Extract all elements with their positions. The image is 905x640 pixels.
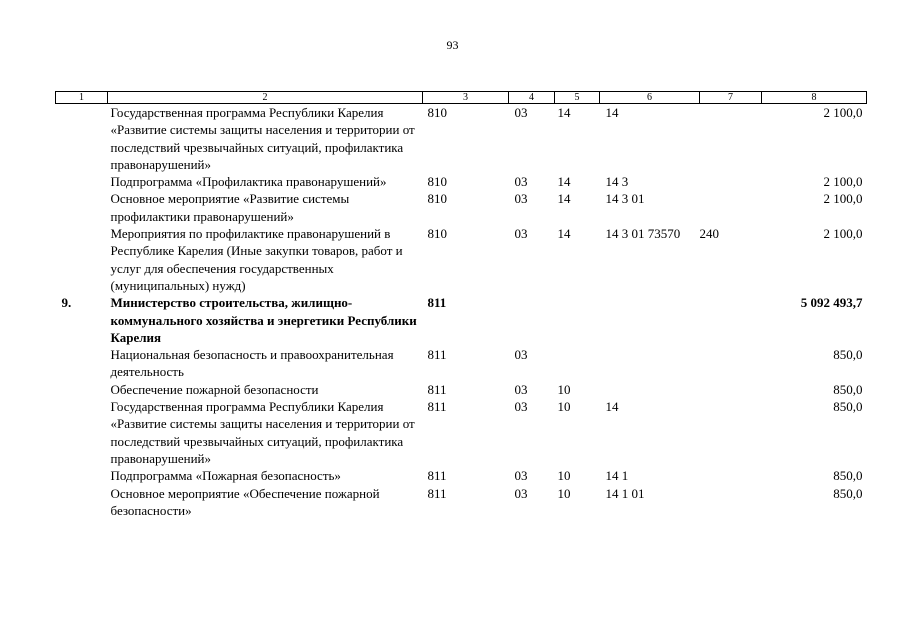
cell-col6: 14 [605, 399, 619, 415]
row-number [56, 225, 108, 294]
row-name: Государственная программа Республики Карелия «Развитие системы защиты населения и территории от последствий чрезвычайных ситуаций, профилактика правонарушений» [110, 399, 415, 466]
table-row [56, 381, 867, 398]
column-header: 1 [56, 92, 108, 104]
cell-amount: 850,0 [833, 485, 863, 501]
column-header: 2 [108, 92, 423, 104]
cell-col7 [700, 467, 762, 484]
row-name: Государственная программа Республики Карелия «Развитие системы защиты населения и территории от последствий чрезвычайных ситуаций, профилактика правонарушений» [110, 105, 415, 172]
cell-col3: 810 [427, 226, 447, 242]
cell-col5 [555, 294, 600, 346]
table-row [56, 346, 867, 381]
cell-col7 [700, 381, 762, 398]
cell-col4: 03 [514, 468, 528, 484]
row-name: Министерство строительства, жилищно-коммунального хозяйства и энергетики Республики Карелия [110, 295, 417, 345]
cell-col7 [700, 294, 762, 346]
cell-col5: 10 [557, 468, 571, 484]
cell-col4: 03 [514, 381, 528, 397]
cell-col7 [700, 485, 762, 520]
cell-amount: 850,0 [833, 468, 863, 484]
cell-col3: 810 [427, 174, 447, 190]
cell-col4: 03 [514, 347, 528, 363]
row-number [56, 485, 108, 520]
row-number [56, 398, 108, 467]
row-number: 9. [61, 295, 72, 311]
table-row [56, 485, 867, 520]
cell-col3: 811 [427, 295, 447, 311]
row-name: Подпрограмма «Профилактика правонарушений» [110, 174, 387, 190]
table-row [56, 467, 867, 484]
row-number [56, 173, 108, 190]
cell-col5 [555, 346, 600, 381]
cell-col5: 14 [557, 174, 571, 190]
row-number [56, 346, 108, 381]
row-name: Обеспечение пожарной безопасности [110, 381, 319, 397]
cell-col7 [700, 190, 762, 225]
cell-col3: 810 [427, 105, 447, 120]
cell-amount: 5 092 493,7 [800, 295, 863, 311]
cell-col3: 811 [427, 347, 447, 363]
cell-col5: 14 [557, 191, 571, 207]
cell-col4: 03 [514, 105, 528, 120]
column-header: 5 [555, 92, 600, 104]
cell-col4: 03 [514, 485, 528, 501]
cell-col6: 14 3 [605, 174, 629, 190]
column-header: 6 [600, 92, 700, 104]
row-number [56, 190, 108, 225]
table-row [56, 398, 867, 467]
cell-col5: 14 [557, 226, 571, 242]
row-number [56, 104, 108, 174]
table-row [56, 173, 867, 190]
cell-col5: 10 [557, 485, 571, 501]
column-header: 3 [423, 92, 509, 104]
cell-col5: 10 [557, 399, 571, 415]
cell-col3: 811 [427, 485, 447, 501]
row-name: Национальная безопасность и правоохранительная деятельность [110, 347, 394, 380]
row-name: Основное мероприятие «Обеспечение пожарной безопасности» [110, 485, 380, 518]
cell-amount: 2 100,0 [823, 226, 863, 242]
cell-col4 [509, 294, 555, 346]
cell-col4: 03 [514, 191, 528, 207]
table-row [56, 104, 867, 174]
cell-amount: 2 100,0 [823, 105, 863, 120]
table-header-row [56, 92, 867, 104]
table-row [56, 190, 867, 225]
cell-col7 [700, 398, 762, 467]
row-number [56, 467, 108, 484]
cell-col6 [600, 346, 700, 381]
column-header: 8 [762, 92, 867, 104]
cell-col3: 811 [427, 381, 447, 397]
cell-col6: 14 [605, 105, 619, 120]
cell-col7 [700, 173, 762, 190]
cell-col4: 03 [514, 399, 528, 415]
row-number [56, 381, 108, 398]
row-name: Подпрограмма «Пожарная безопасность» [110, 468, 341, 484]
cell-col6 [600, 294, 700, 346]
cell-amount: 850,0 [833, 347, 863, 363]
cell-col6: 14 1 01 [605, 485, 645, 501]
cell-col6: 14 3 01 73570 [605, 226, 681, 242]
cell-col5: 10 [557, 381, 571, 397]
cell-col7: 240 [699, 226, 719, 242]
budget-table [55, 91, 867, 519]
cell-amount: 850,0 [833, 381, 863, 397]
cell-col6 [600, 381, 700, 398]
cell-col4: 03 [514, 226, 528, 242]
cell-col5: 14 [557, 105, 571, 120]
cell-amount: 2 100,0 [823, 174, 863, 190]
cell-col3: 810 [427, 191, 447, 207]
row-name: Мероприятия по профилактике правонарушений в Республике Карелия (Иные закупки товаров, работ и услуг для обеспечения государственных (муниципальных) нужд) [110, 226, 403, 293]
cell-col3: 811 [427, 399, 447, 415]
page-number: 93 [446, 38, 459, 52]
cell-col7 [700, 104, 762, 174]
cell-col6: 14 1 [605, 468, 629, 484]
row-name: Основное мероприятие «Развитие системы профилактики правонарушений» [110, 191, 350, 224]
cell-amount: 2 100,0 [823, 191, 863, 207]
cell-col3: 811 [427, 468, 447, 484]
table-row-ministry [56, 294, 867, 346]
cell-amount: 850,0 [833, 399, 863, 415]
cell-col7 [700, 346, 762, 381]
cell-col4: 03 [514, 174, 528, 190]
column-header: 7 [700, 92, 762, 104]
table-row [56, 225, 867, 294]
column-header: 4 [509, 92, 555, 104]
cell-col6: 14 3 01 [605, 191, 645, 207]
